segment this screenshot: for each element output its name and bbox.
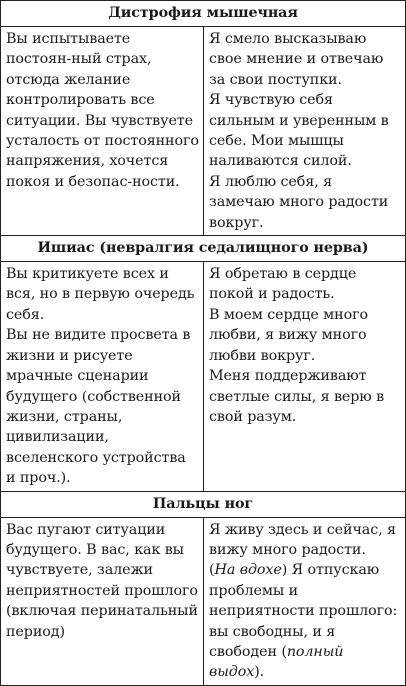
affirmation-text: В моем сердце много любви, я вижу много любви вокруг.: [209, 306, 368, 364]
affirmation-text: Я люблю себя, я замечаю много радости вокруг.: [209, 173, 389, 231]
affirmation-text: Меня поддерживают светлые силы, я верю в свой разум.: [209, 368, 385, 425]
section-header-row: [1, 491, 406, 517]
affirmation-fragment: ) Я отпускаю проблемы и неприятности прошлого: вы свободны, и я свободен: [209, 562, 398, 660]
cause-text: Вы не видите просвета в жизни и рисуете мрачные сценарии будущего (собственной жизни, страны, цивилизации, вселенского устройства и проч.).: [6, 327, 191, 487]
paren-close: ).: [254, 664, 265, 681]
section-body-row: [1, 517, 406, 685]
italic-instruction: На вдохе: [214, 562, 282, 579]
affirmation-text: Я чувствую себя сильным и уверенным в себе. Мои мышцы наливаются силой.: [209, 92, 389, 170]
section-title: Пальцы ног: [1, 491, 406, 517]
cause-cell: [1, 27, 204, 236]
paren-open: (: [209, 562, 215, 579]
section-body-row: [1, 262, 406, 491]
cause-text: Вы испытываете постоян-ный страх, отсюда желание контролировать все ситуации. Вы чувствуете усталость от постоянного напряжения, хочется покоя и безопас-ности.: [6, 31, 199, 190]
affirmation-cell: [204, 27, 406, 236]
section-title: Дистрофия мышечная: [1, 1, 406, 27]
affirmation-text: Я живу здесь и сейчас, я вижу много радости.: [209, 521, 396, 558]
section-title: Ишиас (невралгия седалищного нерва): [1, 236, 406, 262]
cause-text: Вы критикуете всех и вся, но в первую очередь себя.: [6, 266, 195, 323]
affirmation-cell: [204, 517, 406, 685]
section-header-row: [1, 236, 406, 262]
cause-cell: [1, 517, 204, 685]
affirmation-text: Я смело высказываю свое мнение и отвечаю за свои поступки.: [209, 31, 384, 88]
cause-cell: [1, 262, 204, 491]
affirmation-text: Я обретаю в сердце покой и радость.: [209, 266, 357, 303]
paren-open: (: [276, 643, 287, 660]
affirmation-text-mixed: [209, 560, 401, 682]
italic-instruction: полный выдох: [209, 643, 344, 681]
section-body-row: [1, 27, 406, 236]
section-header-row: [1, 1, 406, 27]
cause-text: Вас пугают ситуации будущего. В вас, как вы чувствуете, залежи неприятностей прошлого (включая перинатальный период): [6, 521, 198, 640]
affirmation-cell: [204, 262, 406, 491]
